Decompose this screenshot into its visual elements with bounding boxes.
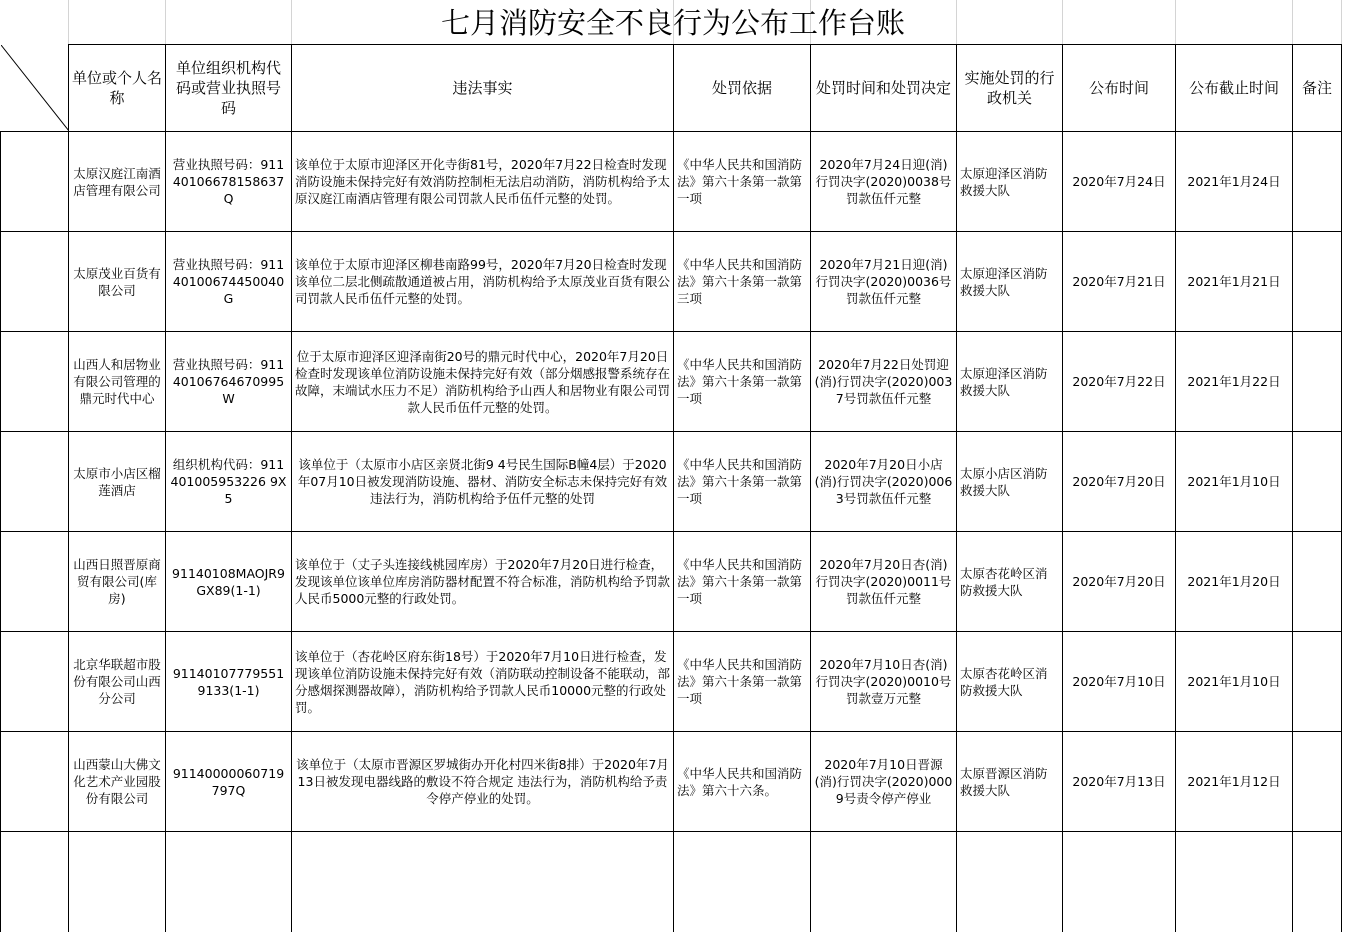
empty-cell: [1063, 832, 1176, 932]
header-facts: 违法事实: [292, 45, 674, 132]
empty-cell: [1176, 832, 1293, 932]
table-row: [1, 432, 1342, 532]
header-deadline: 公布截止时间: [1176, 45, 1293, 132]
basis-cell: 《中华人民共和国消防法》第六十条第一款第三项: [674, 232, 811, 332]
publish-cell: 2020年7月10日: [1063, 632, 1176, 732]
publish-cell: 2020年7月24日: [1063, 132, 1176, 232]
decision-cell: 2020年7月20日小店(消)行罚决字(2020)0063号罚款伍仟元整: [811, 432, 957, 532]
deadline-cell: 2021年1月22日: [1176, 332, 1293, 432]
unit-cell: 太原茂业百货有限公司: [69, 232, 166, 332]
diagonal-line-icon: [1, 45, 69, 131]
row-index-cell: [1, 632, 69, 732]
facts-cell: 位于太原市迎泽区迎泽南街20号的鼎元时代中心，2020年7月20日检查时发现该单位消防设施未保持完好有效（部分烟感报警系统存在故障，末端试水压力不足）消防机构给予山西人和居物业有限公司罚款人民币伍仟元整的处罚。: [292, 332, 674, 432]
sheet-title: 七月消防安全不良行为公布工作台账: [440, 6, 905, 40]
empty-cell: [166, 832, 292, 932]
row-index-cell: [1, 432, 69, 532]
header-decision: 处罚时间和处罚决定: [811, 45, 957, 132]
remarks-cell: [1293, 432, 1342, 532]
diagonal-header-cell: [1, 45, 69, 132]
agency-cell: 太原小店区消防救援大队: [957, 432, 1063, 532]
unit-cell: 太原市小店区榴莲酒店: [69, 432, 166, 532]
header-code: 单位组织机构代码或营业执照号码: [166, 45, 292, 132]
facts-cell: 该单位于太原市迎泽区柳巷南路99号，2020年7月20日检查时发现该单位二层北侧疏散通道被占用，消防机构给予太原茂业百货有限公司罚款人民币伍仟元整的处罚。: [292, 232, 674, 332]
agency-cell: 太原杏花岭区消防救援大队: [957, 532, 1063, 632]
deadline-cell: 2021年1月10日: [1176, 432, 1293, 532]
decision-cell: 2020年7月21日迎(消)行罚决字(2020)0036号罚款伍仟元整: [811, 232, 957, 332]
empty-cell: [69, 832, 166, 932]
remarks-cell: [1293, 232, 1342, 332]
unit-cell: 北京华联超市股份有限公司山西分公司: [69, 632, 166, 732]
publish-cell: 2020年7月13日: [1063, 732, 1176, 832]
empty-cell: [811, 832, 957, 932]
code-cell: 营业执照号码：91140106764670995W: [166, 332, 292, 432]
basis-cell: 《中华人民共和国消防法》第六十条第一款第一项: [674, 332, 811, 432]
agency-cell: 太原迎泽区消防救援大队: [957, 332, 1063, 432]
deadline-cell: 2021年1月24日: [1176, 132, 1293, 232]
publish-cell: 2020年7月22日: [1063, 332, 1176, 432]
header-remarks: 备注: [1293, 45, 1342, 132]
table-row: [1, 232, 1342, 332]
row-index-cell: [1, 232, 69, 332]
remarks-cell: [1293, 132, 1342, 232]
empty-cell: [1293, 832, 1342, 932]
row-index-cell: [1, 332, 69, 432]
table-row: [1, 332, 1342, 432]
table-row: [1, 132, 1342, 232]
agency-cell: 太原迎泽区消防救援大队: [957, 232, 1063, 332]
unit-cell: 山西蒙山大佛文化艺术产业园股份有限公司: [69, 732, 166, 832]
remarks-cell: [1293, 632, 1342, 732]
facts-cell: 该单位于太原市迎泽区开化寺街81号，2020年7月22日检查时发现消防设施未保持完好有效消防控制柜无法启动消防，消防机构给予太原汉庭江南酒店管理有限公司罚款人民币伍仟元整的处罚。: [292, 132, 674, 232]
publish-cell: 2020年7月20日: [1063, 432, 1176, 532]
header-unit: 单位或个人名称: [69, 45, 166, 132]
row-index-cell: [1, 132, 69, 232]
code-cell: 组织机构代码：911401005953226 9X5: [166, 432, 292, 532]
basis-cell: 《中华人民共和国消防法》第六十条第一款第一项: [674, 632, 811, 732]
empty-cell: [957, 832, 1063, 932]
basis-cell: 《中华人民共和国消防法》第六十条第一款第一项: [674, 132, 811, 232]
empty-cell: [674, 832, 811, 932]
agency-cell: 太原迎泽区消防救援大队: [957, 132, 1063, 232]
unit-cell: 山西人和居物业有限公司管理的鼎元时代中心: [69, 332, 166, 432]
code-cell: 91140108MAOJR9GX89(1-1): [166, 532, 292, 632]
facts-cell: 该单位于（太原市晋源区罗城街办开化村四米街8排）于2020年7月13日被发现电器线路的敷设不符合规定 违法行为，消防机构给予责令停产停业的处罚。: [292, 732, 674, 832]
row-index-cell: [1, 732, 69, 832]
deadline-cell: 2021年1月12日: [1176, 732, 1293, 832]
decision-cell: 2020年7月10日晋源(消)行罚决字(2020)0009号责令停产停业: [811, 732, 957, 832]
header-row: [1, 45, 1342, 132]
basis-cell: 《中华人民共和国消防法》第六十六条。: [674, 732, 811, 832]
deadline-cell: 2021年1月10日: [1176, 632, 1293, 732]
empty-cell: [1, 832, 69, 932]
table-row: [1, 632, 1342, 732]
basis-cell: 《中华人民共和国消防法》第六十条第一款第一项: [674, 532, 811, 632]
code-cell: 营业执照号码：91140106678158637Q: [166, 132, 292, 232]
facts-cell: 该单位于（丈子头连接线桃园库房）于2020年7月20日进行检查，发现该单位该单位库房消防器材配置不符合标准，消防机构给予罚款人民币5000元整的行政处罚。: [292, 532, 674, 632]
remarks-cell: [1293, 732, 1342, 832]
decision-cell: 2020年7月24日迎(消)行罚决字(2020)0038号罚款伍仟元整: [811, 132, 957, 232]
remarks-cell: [1293, 532, 1342, 632]
table-row-partial: [1, 832, 1342, 932]
code-cell: 911401077795519133(1-1): [166, 632, 292, 732]
code-cell: 营业执照号码：91140100674450040G: [166, 232, 292, 332]
penalty-ledger-table: [0, 44, 1342, 932]
unit-cell: 山西日照晋原商贸有限公司(库房): [69, 532, 166, 632]
agency-cell: 太原杏花岭区消防救援大队: [957, 632, 1063, 732]
deadline-cell: 2021年1月21日: [1176, 232, 1293, 332]
decision-cell: 2020年7月22日处罚迎(消)行罚决字(2020)0037号罚款伍仟元整: [811, 332, 957, 432]
basis-cell: 《中华人民共和国消防法》第六十条第一款第一项: [674, 432, 811, 532]
header-publish: 公布时间: [1063, 45, 1176, 132]
row-index-cell: [1, 532, 69, 632]
facts-cell: 该单位于（太原市小店区亲贤北街9 4号民生国际B幢4层）于2020年07月10日被发现消防设施、器材、消防安全标志未保持完好有效违法行为，消防机构给予伍仟元整的处罚: [292, 432, 674, 532]
header-agency: 实施处罚的行政机关: [957, 45, 1063, 132]
remarks-cell: [1293, 332, 1342, 432]
agency-cell: 太原晋源区消防救援大队: [957, 732, 1063, 832]
publish-cell: 2020年7月21日: [1063, 232, 1176, 332]
decision-cell: 2020年7月20日杏(消)行罚决字(2020)0011号罚款伍仟元整: [811, 532, 957, 632]
header-basis: 处罚依据: [674, 45, 811, 132]
decision-cell: 2020年7月10日杏(消)行罚决字(2020)0010号罚款壹万元整: [811, 632, 957, 732]
code-cell: 91140000060719797Q: [166, 732, 292, 832]
unit-cell: 太原汉庭江南酒店管理有限公司: [69, 132, 166, 232]
publish-cell: 2020年7月20日: [1063, 532, 1176, 632]
table-row: [1, 532, 1342, 632]
facts-cell: 该单位于（杏花岭区府东街18号）于2020年7月10日进行检查，发现该单位消防设施未保持完好有效（消防联动控制设备不能联动，部分感烟探测器故障），消防机构给予罚款人民币10000元整的行政处罚。: [292, 632, 674, 732]
deadline-cell: 2021年1月20日: [1176, 532, 1293, 632]
table-row: [1, 732, 1342, 832]
empty-cell: [292, 832, 674, 932]
